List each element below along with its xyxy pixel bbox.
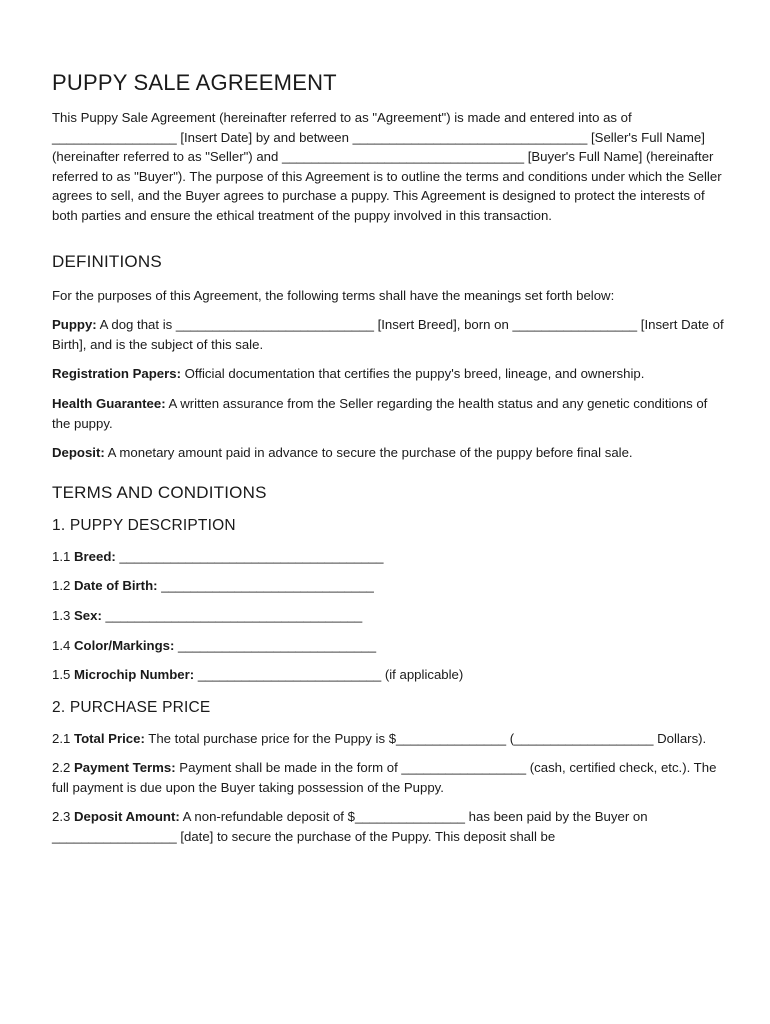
clause-number: 1.2 bbox=[52, 578, 74, 594]
clause-text: The total purchase price for the Puppy is $_______________ (___________________ Dollars). bbox=[144, 730, 707, 746]
definition-term: Registration Papers: bbox=[52, 366, 181, 382]
clause-number: 2.3 bbox=[52, 809, 74, 825]
definition-text: A dog that is ___________________________ [Insert Breed], born on _________________ [Insert Date of Birth], and is the subject of this sale. bbox=[52, 317, 724, 352]
definition-registration-papers bbox=[52, 364, 724, 384]
clause-number: 1.5 bbox=[52, 667, 74, 683]
intro-paragraph: This Puppy Sale Agreement (hereinafter referred to as "Agreement") is made and entered into as of _________________ [Insert Date] by and between ________________________________ [Seller's Full Name] (hereinafter referred to as "Seller") and _________________________________ [Buyer's Full Name] (hereinafter referred to as "Buyer"). The purpose of this Agreement is to outline the terms and conditions under which the Seller agrees to sell, and the Buyer agrees to purchase a puppy. This Agreement is designed to protect the interests of both parties and ensure the ethical treatment of the puppy involved in this transaction. bbox=[52, 110, 722, 223]
clause-microchip-number bbox=[52, 665, 724, 685]
clause-label: Microchip Number: bbox=[74, 667, 195, 683]
puppy-description-heading: 1. PUPPY DESCRIPTION bbox=[52, 516, 236, 534]
definitions-lead: For the purposes of this Agreement, the following terms shall have the meanings set forth below: bbox=[52, 287, 615, 303]
definition-health-guarantee bbox=[52, 394, 724, 433]
definition-puppy bbox=[52, 315, 724, 354]
clause-text: ____________________________________ bbox=[115, 548, 384, 564]
definition-term: Deposit: bbox=[52, 445, 105, 461]
clause-text: _____________________________ bbox=[157, 578, 374, 594]
clause-text: ___________________________________ bbox=[101, 607, 363, 623]
document-title: PUPPY SALE AGREEMENT bbox=[52, 70, 337, 95]
definition-text: Official documentation that certifies the puppy's breed, lineage, and ownership. bbox=[180, 366, 645, 382]
clause-text: ___________________________ bbox=[174, 637, 377, 653]
clause-sex bbox=[52, 606, 724, 626]
definition-term: Health Guarantee: bbox=[52, 395, 166, 411]
clause-date-of-birth bbox=[52, 576, 724, 596]
clause-label: Breed: bbox=[74, 548, 116, 564]
clause-label: Deposit Amount: bbox=[74, 809, 180, 825]
clause-number: 1.3 bbox=[52, 607, 74, 623]
clause-number: 2.1 bbox=[52, 730, 74, 746]
clause-payment-terms bbox=[52, 758, 724, 797]
document-content bbox=[52, 70, 724, 857]
clause-number: 1.4 bbox=[52, 637, 74, 653]
clause-deposit-amount bbox=[52, 807, 724, 846]
purchase-price-heading: 2. PURCHASE PRICE bbox=[52, 698, 211, 716]
clause-text: Payment shall be made in the form of _________________ (cash, certified check, etc.). The full payment is due upon the Buyer taking possession of the Puppy. bbox=[52, 760, 717, 795]
definition-term: Puppy: bbox=[52, 317, 97, 333]
clause-total-price bbox=[52, 729, 724, 749]
definition-deposit bbox=[52, 443, 724, 463]
clause-text: A non-refundable deposit of $_______________ has been paid by the Buyer on _________________ [date] to secure the purchase of the Puppy. This deposit shall be bbox=[52, 809, 648, 845]
definitions-heading: DEFINITIONS bbox=[52, 251, 162, 271]
clause-label: Total Price: bbox=[74, 730, 145, 746]
clause-label: Date of Birth: bbox=[74, 578, 158, 594]
terms-heading: TERMS AND CONDITIONS bbox=[52, 482, 267, 502]
clause-label: Color/Markings: bbox=[74, 637, 175, 653]
clause-text: _________________________ (if applicable) bbox=[194, 667, 464, 683]
definition-text: A written assurance from the Seller regarding the health status and any genetic conditions of the puppy. bbox=[52, 395, 708, 431]
clause-number: 1.1 bbox=[52, 548, 74, 564]
clause-label: Sex: bbox=[74, 607, 102, 623]
clause-label: Payment Terms: bbox=[74, 760, 176, 776]
definition-text: A monetary amount paid in advance to secure the purchase of the puppy before final sale. bbox=[104, 445, 633, 461]
clause-color-markings bbox=[52, 636, 724, 656]
clause-number: 2.2 bbox=[52, 760, 74, 776]
clause-breed bbox=[52, 547, 724, 567]
